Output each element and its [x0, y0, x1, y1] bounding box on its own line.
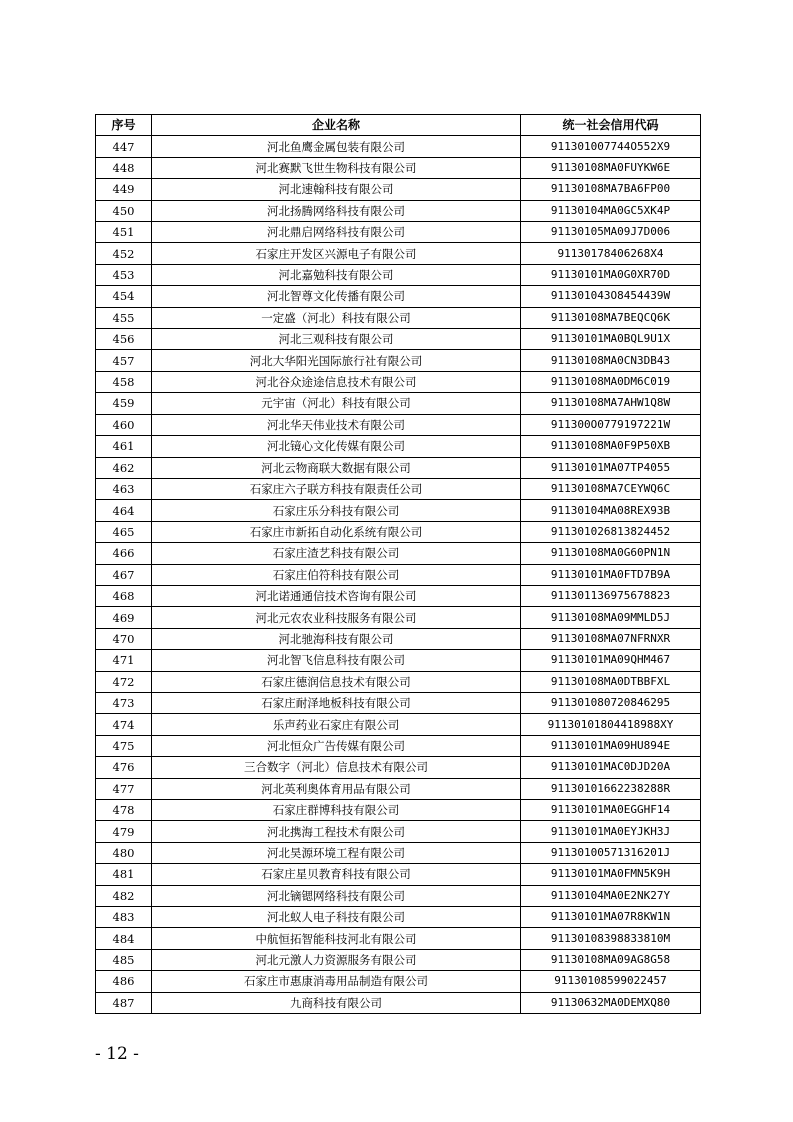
table-row: [96, 650, 701, 671]
cell-credit-code: 91130104MA0GC5XK4P: [521, 200, 701, 221]
cell-company-name: 河北云物商联大数据有限公司: [152, 457, 521, 478]
table-row: [96, 714, 701, 735]
header-credit-code: 统一社会信用代码: [521, 115, 701, 136]
cell-company-name: 石家庄星贝教育科技有限公司: [152, 864, 521, 885]
cell-credit-code: 91130101MAC0DJD20A: [521, 757, 701, 778]
cell-company-name: 河北镝锶网络科技有限公司: [152, 885, 521, 906]
cell-company-name: 石家庄开发区兴源电子有限公司: [152, 243, 521, 264]
cell-company-name: 乐声药业石家庄有限公司: [152, 714, 521, 735]
enterprise-table: [95, 114, 701, 1014]
cell-company-name: 石家庄耐泽地板科技有限公司: [152, 692, 521, 713]
cell-index: 468: [96, 585, 152, 606]
table-header-row: [96, 115, 701, 136]
cell-index: 472: [96, 671, 152, 692]
table-row: [96, 907, 701, 928]
cell-credit-code: 91130105MA09J7D006: [521, 222, 701, 243]
cell-index: 476: [96, 757, 152, 778]
cell-index: 460: [96, 414, 152, 435]
cell-company-name: 石家庄伯符科技有限公司: [152, 564, 521, 585]
cell-company-name: 河北蚁人电子科技有限公司: [152, 907, 521, 928]
cell-index: 473: [96, 692, 152, 713]
table-row: [96, 307, 701, 328]
table-row: [96, 393, 701, 414]
cell-index: 455: [96, 307, 152, 328]
cell-credit-code: 91130108398833810M: [521, 928, 701, 949]
cell-company-name: 河北驰海科技有限公司: [152, 628, 521, 649]
cell-credit-code: 91130101MA07TP4055: [521, 457, 701, 478]
cell-credit-code: 91130101MA0G0XR70D: [521, 264, 701, 285]
cell-credit-code: 91130101MA0FTD7B9A: [521, 564, 701, 585]
table-row: [96, 329, 701, 350]
cell-company-name: 河北鱼鹰金属包装有限公司: [152, 136, 521, 157]
cell-company-name: 河北大华阳光国际旅行社有限公司: [152, 350, 521, 371]
header-index: 序号: [96, 115, 152, 136]
cell-index: 482: [96, 885, 152, 906]
cell-company-name: 河北谷众途途信息技术有限公司: [152, 371, 521, 392]
cell-credit-code: 91130108MA0G60PN1N: [521, 543, 701, 564]
cell-index: 458: [96, 371, 152, 392]
cell-index: 484: [96, 928, 152, 949]
cell-credit-code: 91130108MA0DTBBFXL: [521, 671, 701, 692]
cell-company-name: 河北智尊文化传播有限公司: [152, 286, 521, 307]
cell-index: 451: [96, 222, 152, 243]
table-row: [96, 671, 701, 692]
table-body: [96, 136, 701, 1014]
table-row: [96, 521, 701, 542]
table-row: [96, 628, 701, 649]
cell-credit-code: 911300O0779197221W: [521, 414, 701, 435]
cell-index: 459: [96, 393, 152, 414]
cell-credit-code: 91130101804418988XY: [521, 714, 701, 735]
table-row: [96, 264, 701, 285]
cell-company-name: 河北华天伟业技术有限公司: [152, 414, 521, 435]
cell-credit-code: 91130108MA0CN3DB43: [521, 350, 701, 371]
cell-index: 463: [96, 478, 152, 499]
table-row: [96, 842, 701, 863]
table-row: [96, 350, 701, 371]
table-row: [96, 179, 701, 200]
cell-credit-code: 91130108599022457: [521, 971, 701, 992]
cell-index: 474: [96, 714, 152, 735]
table-row: [96, 735, 701, 756]
cell-company-name: 河北智飞信息科技有限公司: [152, 650, 521, 671]
cell-credit-code: 91130108MA09AG8G58: [521, 949, 701, 970]
table-row: [96, 457, 701, 478]
cell-company-name: 元宇宙（河北）科技有限公司: [152, 393, 521, 414]
cell-index: 470: [96, 628, 152, 649]
table-row: [96, 885, 701, 906]
cell-index: 448: [96, 157, 152, 178]
cell-credit-code: 91130101MA09HU894E: [521, 735, 701, 756]
cell-company-name: 河北嘉勉科技有限公司: [152, 264, 521, 285]
table-row: [96, 949, 701, 970]
cell-credit-code: 91130104MA08REX93B: [521, 500, 701, 521]
cell-index: 471: [96, 650, 152, 671]
cell-index: 481: [96, 864, 152, 885]
table-row: [96, 864, 701, 885]
cell-credit-code: 91130178406268X4: [521, 243, 701, 264]
table-row: [96, 821, 701, 842]
cell-credit-code: 91130101MA07R8KW1N: [521, 907, 701, 928]
cell-company-name: 河北英利奥体育用品有限公司: [152, 778, 521, 799]
cell-credit-code: 91130108MA7AHW1Q8W: [521, 393, 701, 414]
cell-credit-code: 91130108MA09MMLD5J: [521, 607, 701, 628]
header-company-name: 企业名称: [152, 115, 521, 136]
cell-index: 465: [96, 521, 152, 542]
cell-index: 457: [96, 350, 152, 371]
cell-index: 486: [96, 971, 152, 992]
table-row: [96, 436, 701, 457]
cell-index: 475: [96, 735, 152, 756]
cell-credit-code: 91130108MA7BEQCQ6K: [521, 307, 701, 328]
cell-company-name: 河北扬腾网络科技有限公司: [152, 200, 521, 221]
cell-company-name: 河北速翰科技有限公司: [152, 179, 521, 200]
cell-company-name: 河北昊源环境工程有限公司: [152, 842, 521, 863]
cell-credit-code: 911301007744O552X9: [521, 136, 701, 157]
table-row: [96, 136, 701, 157]
cell-company-name: 三合数字（河北）信息技术有限公司: [152, 757, 521, 778]
cell-index: 462: [96, 457, 152, 478]
cell-index: 466: [96, 543, 152, 564]
cell-company-name: 石家庄市惠康消毒用品制造有限公司: [152, 971, 521, 992]
cell-index: 477: [96, 778, 152, 799]
cell-company-name: 河北恒众广告传媒有限公司: [152, 735, 521, 756]
table-row: [96, 607, 701, 628]
cell-credit-code: 91130108MA07NFRNXR: [521, 628, 701, 649]
cell-credit-code: 91130108MA0FUYKW6E: [521, 157, 701, 178]
table-row: [96, 200, 701, 221]
table-row: [96, 778, 701, 799]
cell-index: 449: [96, 179, 152, 200]
cell-index: 450: [96, 200, 152, 221]
cell-credit-code: 911301136975678823: [521, 585, 701, 606]
cell-company-name: 石家庄六子联方科技有限责任公司: [152, 478, 521, 499]
page-number: - 12 -: [95, 1044, 139, 1064]
table-row: [96, 992, 701, 1013]
cell-company-name: 九商科技有限公司: [152, 992, 521, 1013]
table-row: [96, 692, 701, 713]
cell-company-name: 河北鼎启网络科技有限公司: [152, 222, 521, 243]
cell-credit-code: 911301026813824452: [521, 521, 701, 542]
cell-index: 487: [96, 992, 152, 1013]
cell-company-name: 河北携海工程技术有限公司: [152, 821, 521, 842]
cell-company-name: 河北镜心文化传媒有限公司: [152, 436, 521, 457]
table-row: [96, 800, 701, 821]
cell-index: 452: [96, 243, 152, 264]
cell-credit-code: 91130632MA0DEMXQ80: [521, 992, 701, 1013]
cell-index: 464: [96, 500, 152, 521]
cell-credit-code: 911301080720846295: [521, 692, 701, 713]
cell-credit-code: 91130108MA7CEYWQ6C: [521, 478, 701, 499]
cell-credit-code: 91130108MA0DM6C019: [521, 371, 701, 392]
table-row: [96, 757, 701, 778]
cell-credit-code: 91130108MA0F9P50XB: [521, 436, 701, 457]
cell-index: 478: [96, 800, 152, 821]
cell-credit-code: 91130101MA0EGGHF14: [521, 800, 701, 821]
table-row: [96, 222, 701, 243]
cell-company-name: 河北元激人力资源服务有限公司: [152, 949, 521, 970]
cell-index: 480: [96, 842, 152, 863]
cell-credit-code: 91130101MA0EYJKH3J: [521, 821, 701, 842]
cell-credit-code: 91130101MA0BQL9U1X: [521, 329, 701, 350]
table-row: [96, 971, 701, 992]
cell-index: 456: [96, 329, 152, 350]
cell-index: 479: [96, 821, 152, 842]
cell-index: 454: [96, 286, 152, 307]
table-row: [96, 414, 701, 435]
cell-index: 447: [96, 136, 152, 157]
table-row: [96, 928, 701, 949]
cell-company-name: 河北赛默飞世生物科技有限公司: [152, 157, 521, 178]
cell-company-name: 河北诺通通信技术咨询有限公司: [152, 585, 521, 606]
table-row: [96, 564, 701, 585]
cell-company-name: 河北元农农业科技服务有限公司: [152, 607, 521, 628]
table-row: [96, 585, 701, 606]
cell-index: 483: [96, 907, 152, 928]
cell-credit-code: 91130104MA0E2NK27Y: [521, 885, 701, 906]
table-row: [96, 286, 701, 307]
cell-company-name: 石家庄渣艺科技有限公司: [152, 543, 521, 564]
table-row: [96, 243, 701, 264]
cell-credit-code: 91130100571316201J: [521, 842, 701, 863]
table-row: [96, 500, 701, 521]
cell-credit-code: 91130101MA09QHM467: [521, 650, 701, 671]
table-row: [96, 478, 701, 499]
cell-credit-code: 91130101662238288R: [521, 778, 701, 799]
cell-index: 469: [96, 607, 152, 628]
cell-company-name: 中航恒拓智能科技河北有限公司: [152, 928, 521, 949]
cell-company-name: 一定盛（河北）科技有限公司: [152, 307, 521, 328]
cell-index: 453: [96, 264, 152, 285]
table-row: [96, 543, 701, 564]
cell-company-name: 石家庄群博科技有限公司: [152, 800, 521, 821]
cell-company-name: 河北三观科技有限公司: [152, 329, 521, 350]
cell-company-name: 石家庄乐分科技有限公司: [152, 500, 521, 521]
table-row: [96, 157, 701, 178]
cell-company-name: 石家庄市新拓自动化系统有限公司: [152, 521, 521, 542]
cell-credit-code: 911301043O8454439W: [521, 286, 701, 307]
cell-index: 461: [96, 436, 152, 457]
cell-credit-code: 91130101MA0FMN5K9H: [521, 864, 701, 885]
cell-company-name: 石家庄德润信息技术有限公司: [152, 671, 521, 692]
table-row: [96, 371, 701, 392]
cell-index: 467: [96, 564, 152, 585]
cell-index: 485: [96, 949, 152, 970]
cell-credit-code: 91130108MA7BA6FP00: [521, 179, 701, 200]
